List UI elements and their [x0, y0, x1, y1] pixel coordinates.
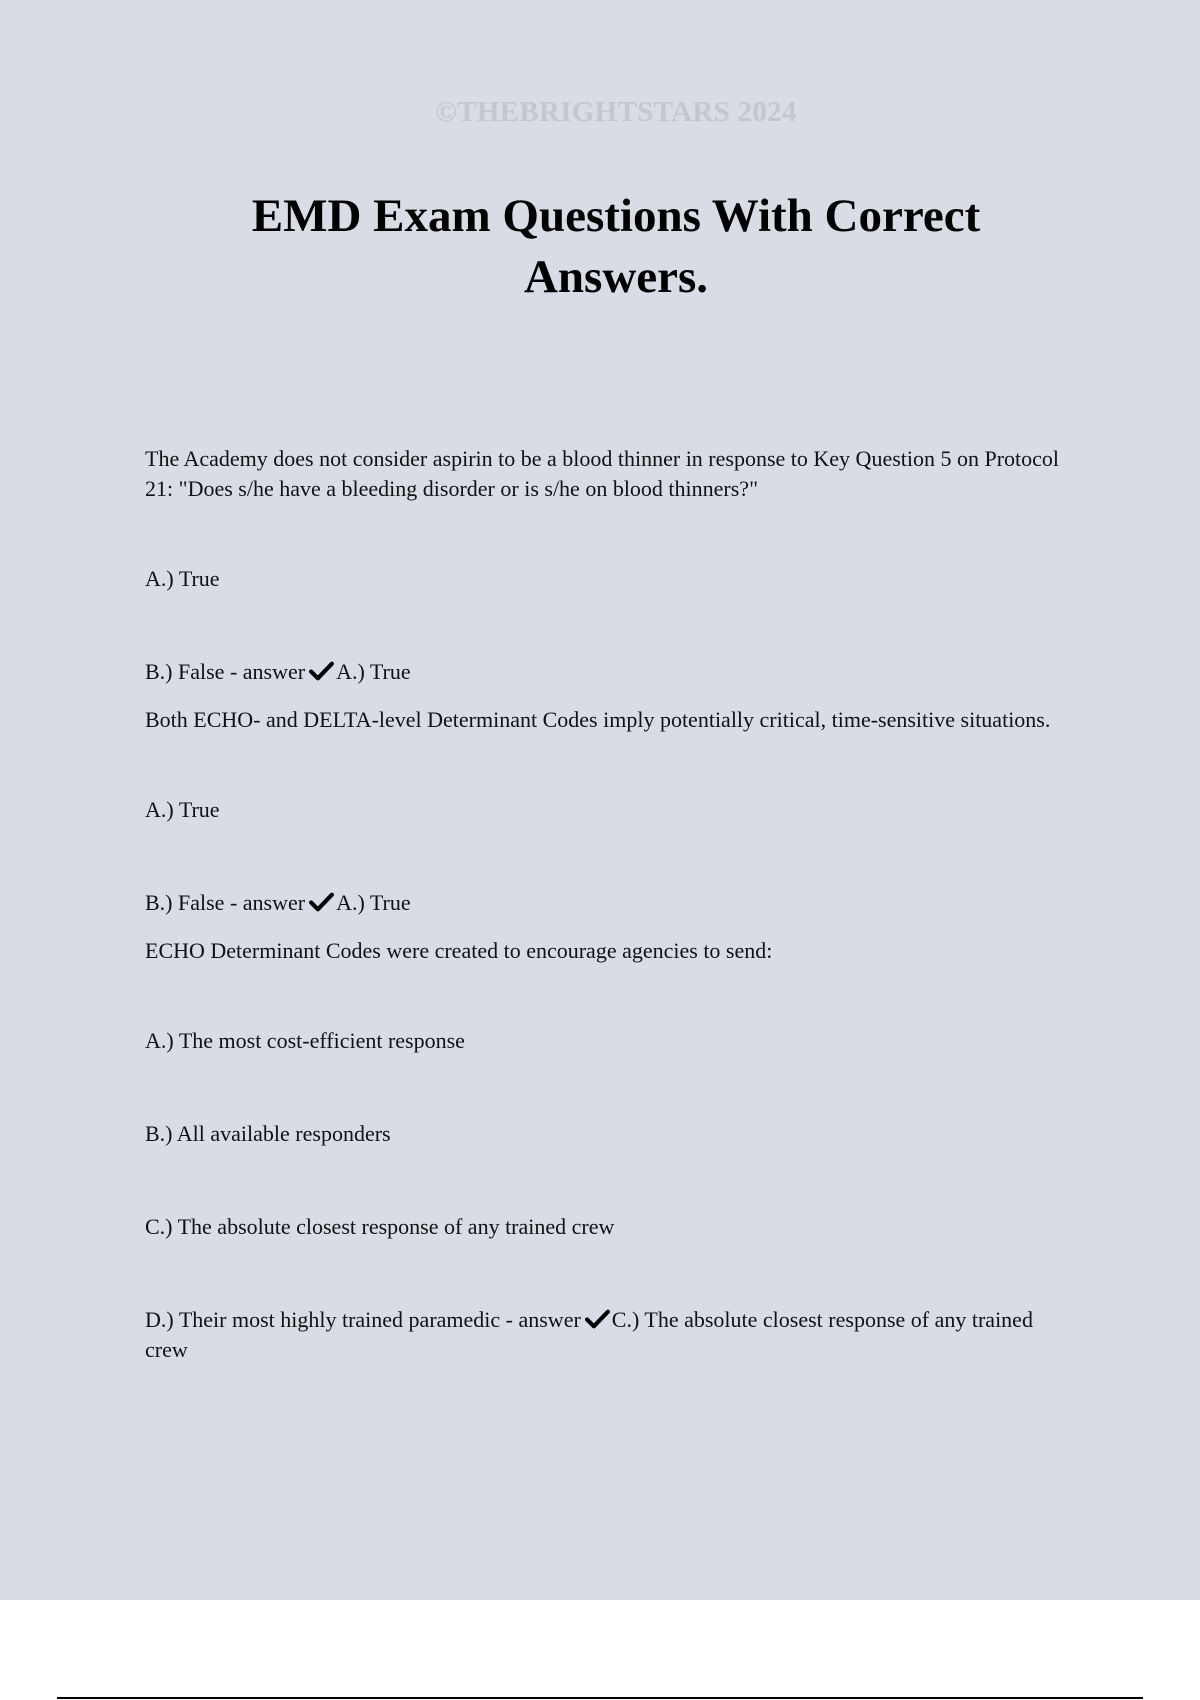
- question-1-text: The Academy does not consider aspirin to be a blood thinner in response to Key Question 5 on Protocol 21: "Does s/he have a bleeding disorder or is s/he on blood thinners?": [145, 446, 1060, 501]
- question-3-answer-line: [145, 1305, 1080, 1365]
- watermark: ©THEBRIGHTSTARS 2024: [435, 96, 797, 128]
- question-2-text: Both ECHO- and DELTA-level Determinant Codes imply potentially critical, time-sensitive situations.: [145, 707, 1051, 732]
- question-3-option-d: D.) Their most highly trained paramedic - answer: [145, 1307, 581, 1332]
- question-3-answer: C.) The absolute closest response of any trained crew: [145, 1307, 1033, 1362]
- question-2-option-b: B.) False - answer: [145, 890, 306, 915]
- question-1-option-b: B.) False - answer: [145, 659, 306, 684]
- page-title: [0, 186, 1200, 308]
- checkmark-icon: [585, 1308, 610, 1330]
- page-title-line-2: Answers.: [523, 251, 709, 303]
- question-2-answer-line: [145, 888, 1080, 918]
- question-3-option-c: C.) The absolute closest response of any trained crew: [145, 1214, 615, 1239]
- question-2-option-a: A.) True: [145, 797, 220, 822]
- question-3-option-a: A.) The most cost-efficient response: [145, 1028, 465, 1053]
- footer-divider: [57, 1697, 1143, 1699]
- question-1-answer-line: [145, 657, 1080, 687]
- question-3-option-b: B.) All available responders: [145, 1121, 391, 1146]
- checkmark-icon: [309, 891, 334, 913]
- question-list: [145, 444, 1080, 1365]
- question-2-answer: A.) True: [336, 890, 411, 915]
- question-1-option-a: A.) True: [145, 566, 220, 591]
- question-1-answer: A.) True: [336, 659, 411, 684]
- question-3-text: ECHO Determinant Codes were created to encourage agencies to send:: [145, 938, 773, 963]
- checkmark-icon: [309, 660, 334, 682]
- page-title-line-1: EMD Exam Questions With Correct: [251, 190, 981, 242]
